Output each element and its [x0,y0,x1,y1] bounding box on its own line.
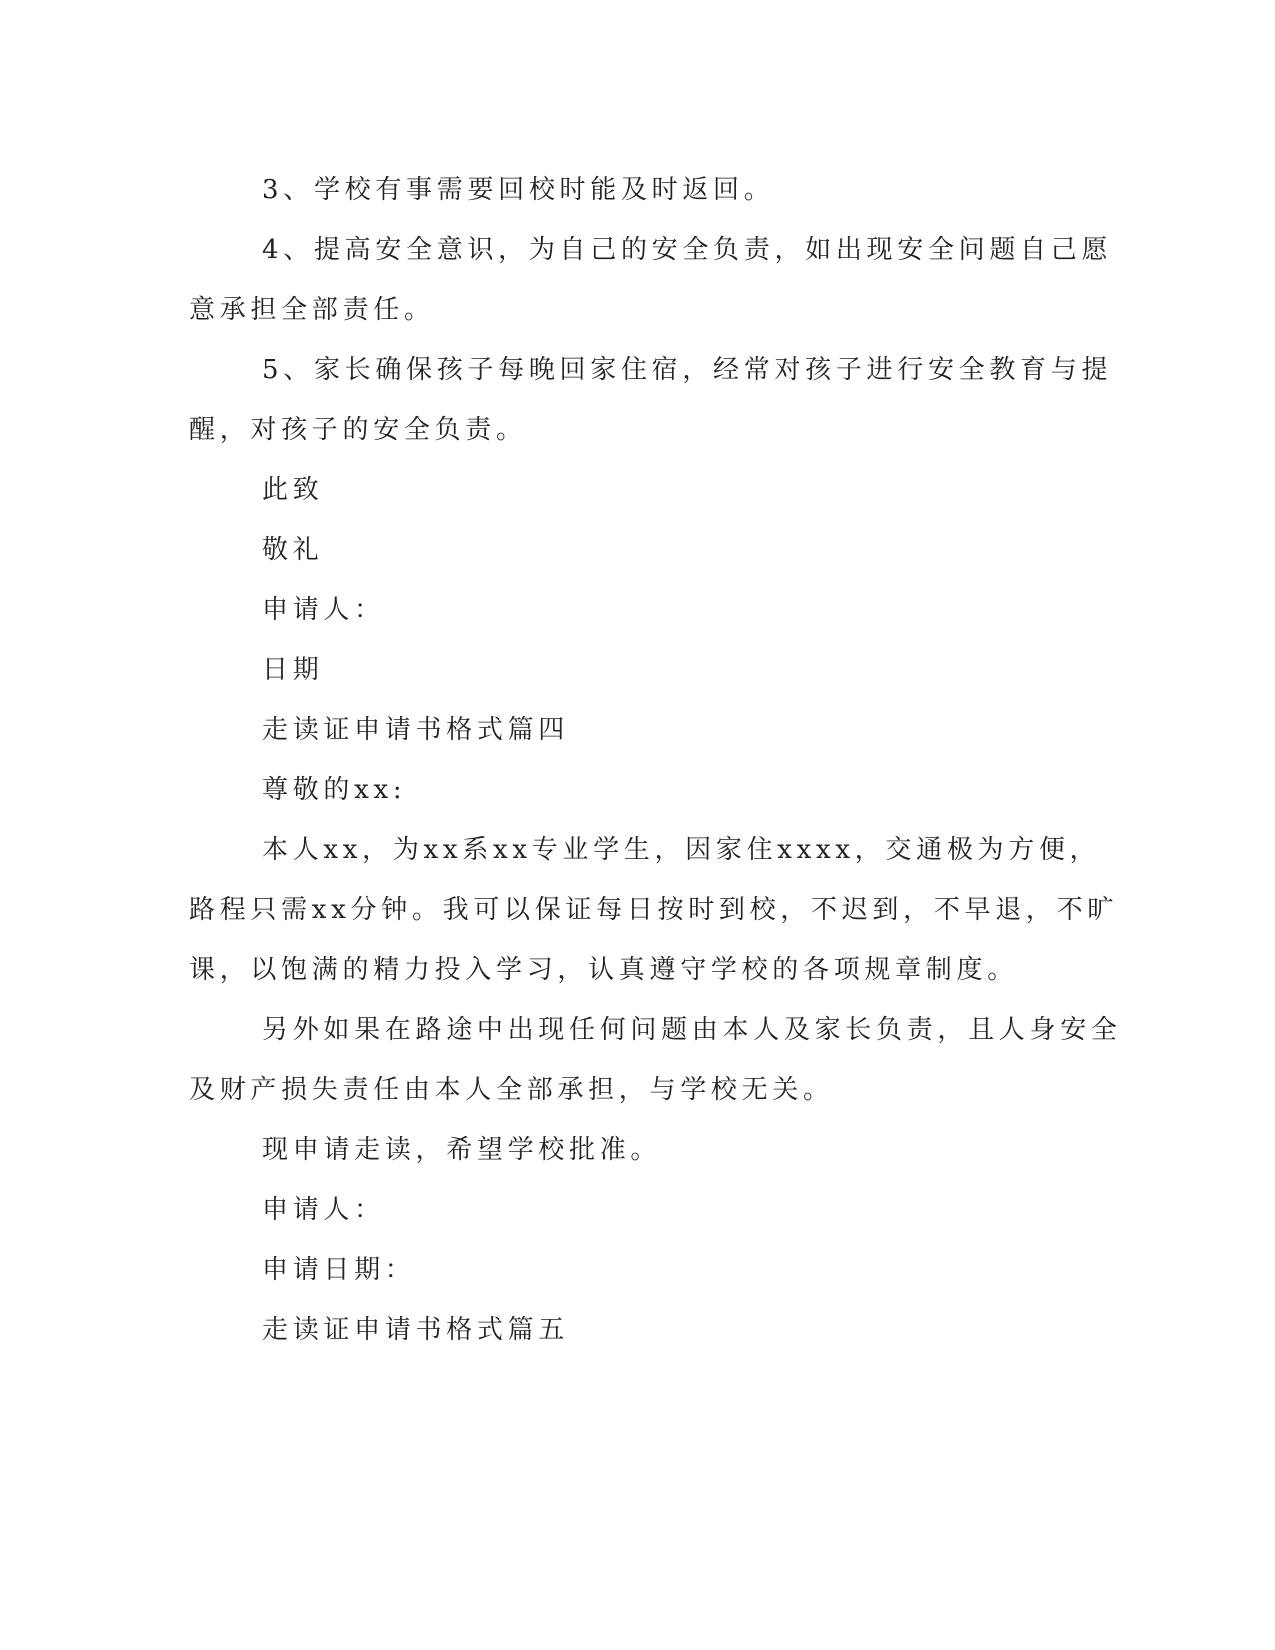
application-date-label: 申请日期： [262,1255,416,1285]
list-item-3: 3、学校有事需要回校时能及时返回。 [262,175,775,205]
closing-salutation: 此致 [262,475,324,505]
list-item-5-line-1: 5、家长确保孩子每晚回家住宿，经常对孩子进行安全教育与提 [262,355,1113,385]
date-label: 日期 [262,655,324,685]
body-paragraph-1-line-1: 本人xx，为xx系xx专业学生，因家住xxxx，交通极为方便， [262,835,1101,865]
body-paragraph-2-line-1: 另外如果在路途中出现任何问题由本人及家长负责，且人身安全 [262,1015,1122,1045]
list-item-4-line-2: 意承担全部责任。 [189,295,435,325]
applicant-label-2: 申请人： [262,1195,385,1225]
list-item-5-line-2: 醒，对孩子的安全负责。 [189,415,527,445]
section-heading-5: 走读证申请书格式篇五 [262,1315,570,1345]
letter-greeting: 尊敬的xx: [262,775,407,805]
list-item-4-line-1: 4、提高安全意识，为自己的安全负责，如出现安全问题自己愿 [262,235,1113,265]
applicant-label: 申请人： [262,595,385,625]
body-paragraph-2-line-2: 及财产损失责任由本人全部承担，与学校无关。 [189,1075,834,1105]
section-heading-4: 走读证申请书格式篇四 [262,715,570,745]
request-statement: 现申请走读，希望学校批准。 [262,1135,662,1165]
body-paragraph-1-line-3: 课，以饱满的精力投入学习，认真遵守学校的各项规章制度。 [189,955,1018,985]
body-paragraph-1-line-2: 路程只需xx分钟。我可以保证每日按时到校，不迟到，不早退，不旷 [189,895,1119,925]
closing-regards: 敬礼 [262,535,324,565]
